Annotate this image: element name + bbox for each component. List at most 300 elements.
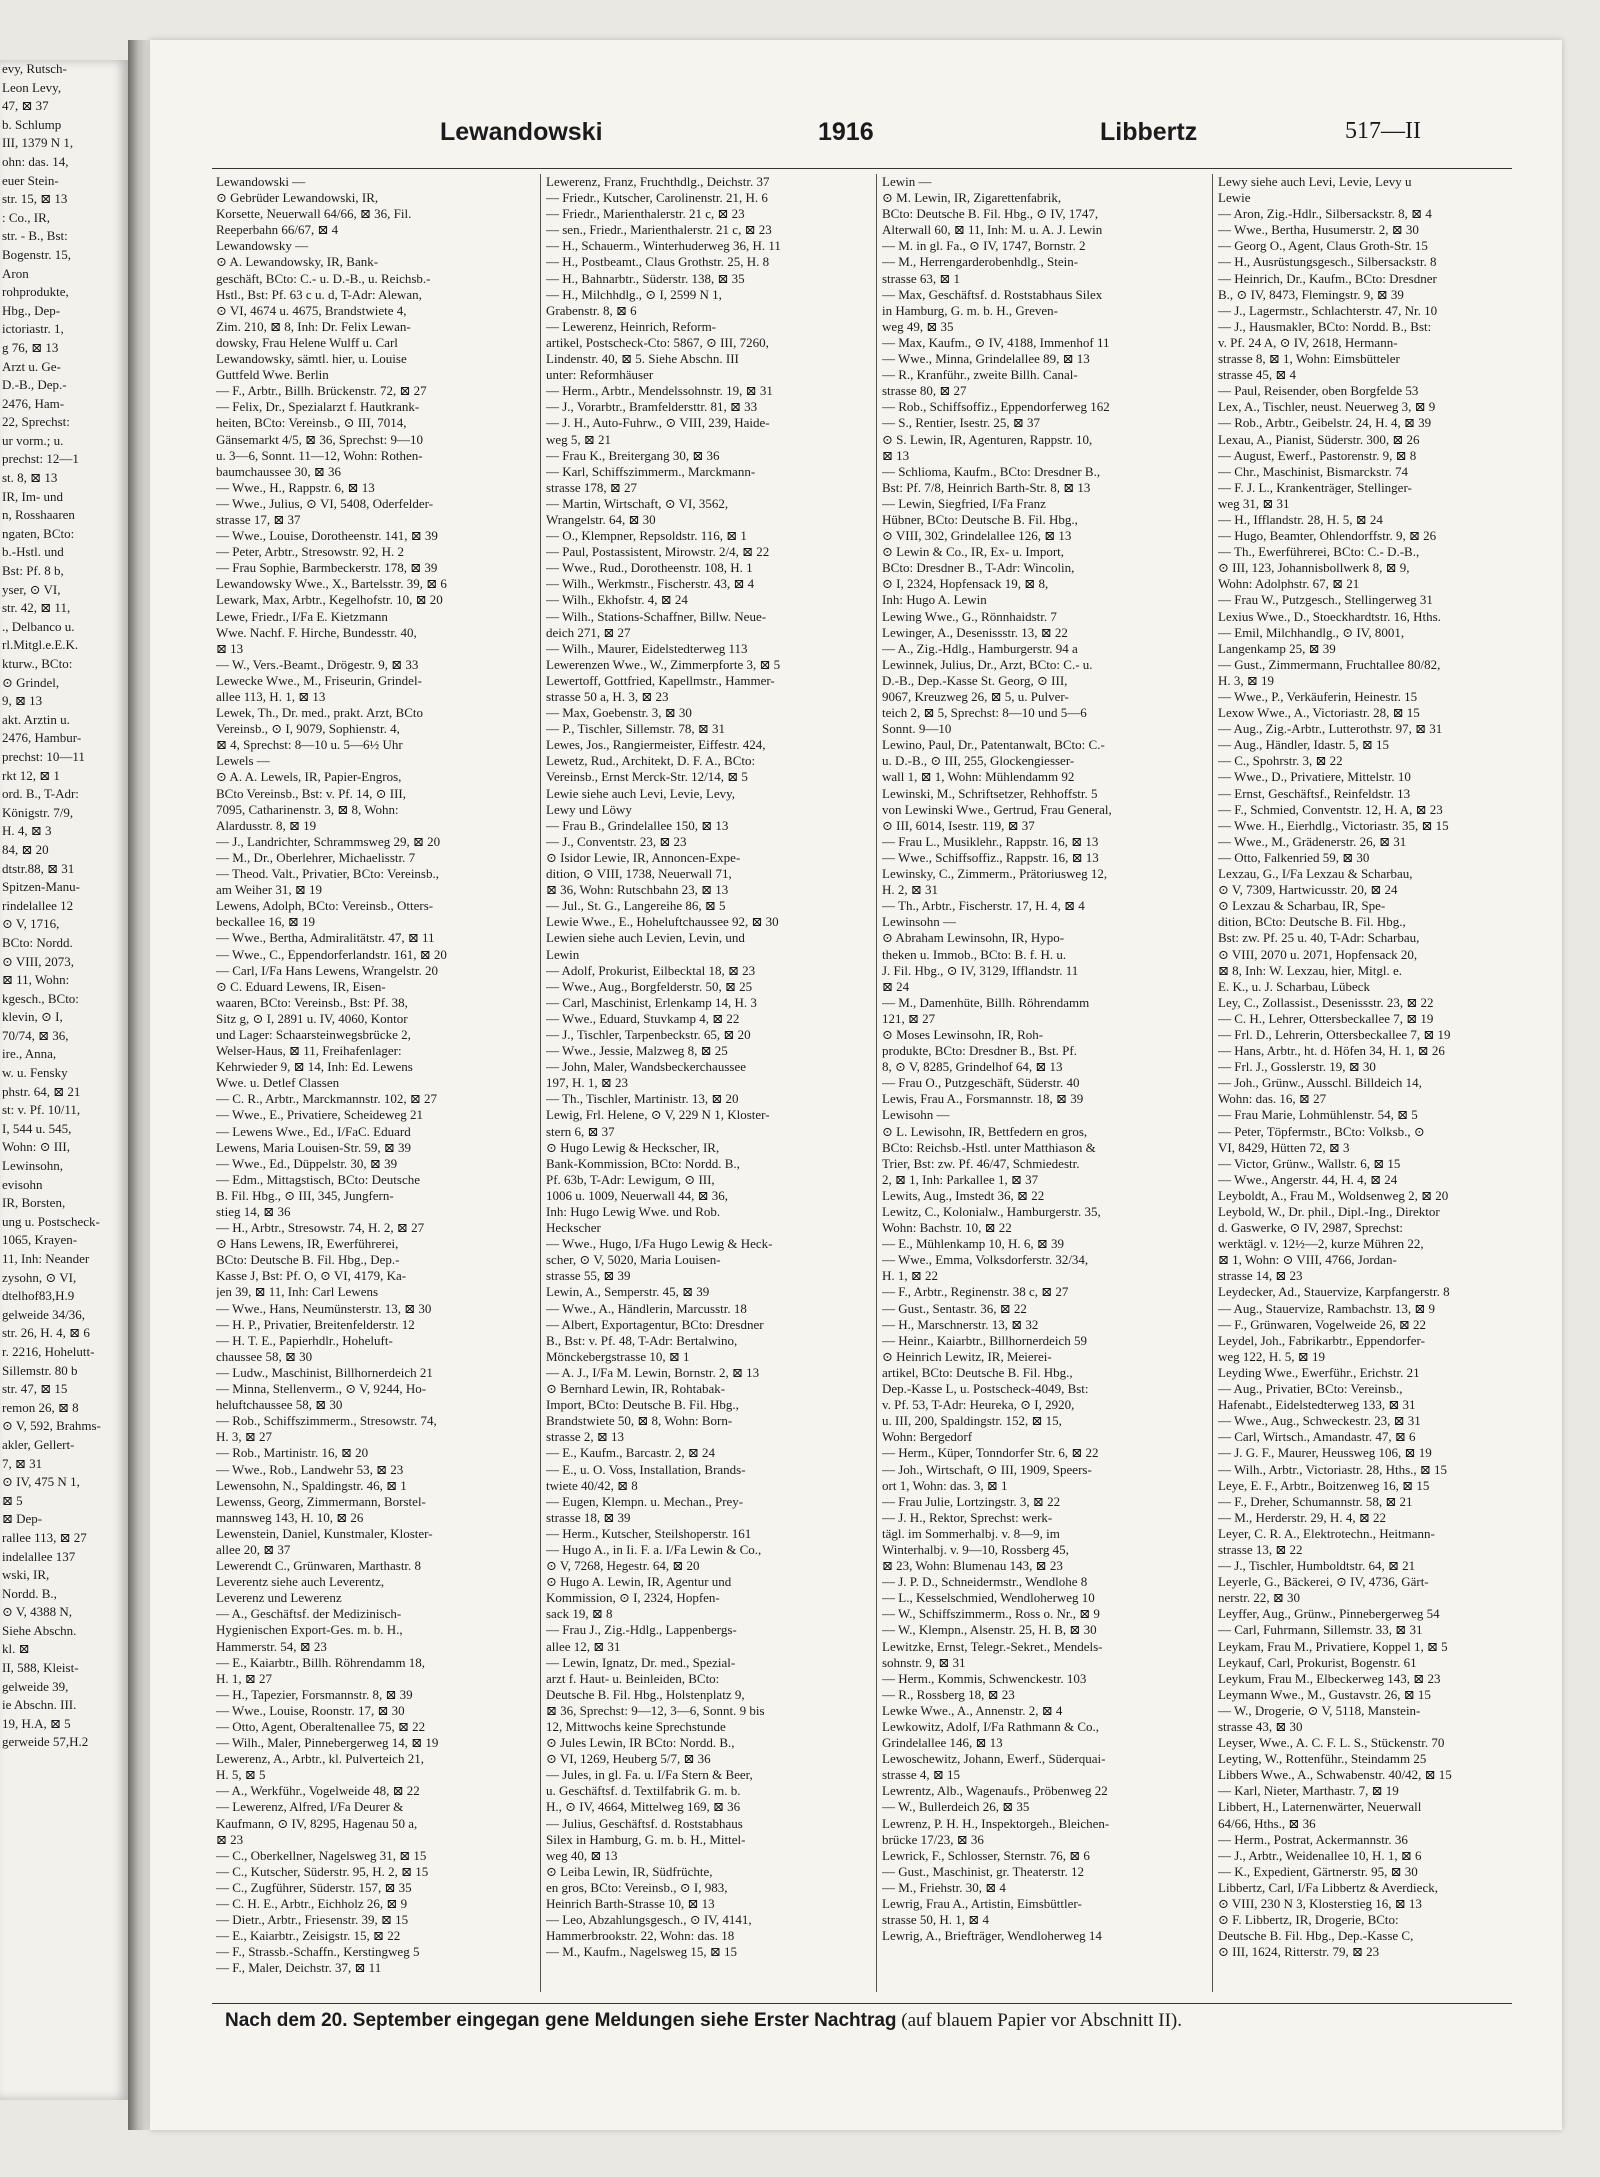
directory-entry-line: Lewens, Adolph, BCto: Vereinsb., Otters- [216,898,434,914]
directory-entry-line: sack 19, ⊠ 8 [546,1606,613,1622]
directory-entry-line: ort 1, Wohn: das. 3, ⊠ 1 [882,1477,1008,1493]
directory-entry-line: — F., Maler, Deichstr. 37, ⊠ 11 [216,1960,382,1976]
directory-entry-line: — Wwe., Aug., Schweckestr. 23, ⊠ 31 [1218,1413,1421,1429]
directory-entry-line: ⊠ 13 [882,447,910,463]
left-page-text-line: phstr. 64, ⊠ 21 [2,1083,81,1099]
left-page-text-line: prechst: 12—1 [2,451,79,467]
directory-entry-line: BCto: Deutsche B. Fil. Hbg., ⊙ IV, 1747, [882,206,1099,222]
left-page-text-line: II, 588, Kleist- [2,1660,79,1676]
column-divider [876,174,877,1992]
left-page-text-line: IR, Borsten, [2,1195,66,1211]
left-page-text-line: D.-B., Dep.- [2,377,67,393]
left-page-text-line: ur vorm.; u. [2,432,64,448]
directory-entry-line: Leverentz siehe auch Leverentz, [216,1574,385,1590]
directory-entry-line: — W., Vers.-Beamt., Drögestr. 9, ⊠ 33 [216,656,419,672]
directory-entry-line: Deutsche B. Fil. Hbg., Dep.-Kasse C, [1218,1928,1414,1944]
directory-entry-line: strasse 80, ⊠ 27 [882,383,967,399]
directory-entry-line: brücke 17/23, ⊠ 36 [882,1831,984,1847]
directory-entry-line: — Leo, Abzahlungsgesch., ⊙ IV, 4141, [546,1912,752,1928]
directory-entry-line: J. Fil. Hbg., ⊙ IV, 3129, Ifflandstr. 11 [882,962,1079,978]
directory-entry-line: ⊠ 36, Sprechst: 9—12, 3—6, Sonnt. 9 bis [546,1702,765,1718]
directory-entry-line: — August, Ewerf., Pastorenstr. 9, ⊠ 8 [1218,447,1417,463]
directory-entry-line: strasse 18, ⊠ 39 [546,1509,631,1525]
left-page-text-line: 47, ⊠ 37 [2,98,49,114]
directory-entry-line: ⊙ III, 123, Johannisbollwerk 8, ⊠ 9, [1218,560,1410,576]
left-page-text-line: Lewinsohn, [2,1158,64,1174]
directory-entry-line: Winterhalbj. v. 9—10, Rossberg 45, [882,1541,1069,1557]
directory-entry-line: Langenkamp 25, ⊠ 39 [1218,640,1336,656]
directory-entry-line: — Wwe., E., Privatiere, Scheideweg 21 [216,1107,423,1123]
directory-entry-line: artikel, Postscheck-Cto: 5867, ⊙ III, 7260, [546,334,769,350]
directory-entry-line: — Heinrich, Dr., Kaufm., BCto: Dresdner [1218,270,1437,286]
directory-entry-line: — Joh., Grünw., Ausschl. Billdeich 14, [1218,1075,1422,1091]
column-3 [882,174,1204,1994]
directory-entry-line: — Max, Geschäftsf. d. Roststabhaus Silex [882,286,1103,302]
directory-entry-line: Vereinsb., ⊙ I, 9079, Sophienstr. 4, [216,721,400,737]
directory-entry-line: Kommission, ⊙ I, 2324, Hopfen- [546,1590,720,1606]
directory-entry-line: Lewie siehe auch Levi, Levie, Levy, [546,785,736,801]
left-page-text-line: BCto: Nordd. [2,934,73,950]
directory-entry-line: Leyffer, Aug., Grünw., Pinnebergerweg 54 [1218,1606,1440,1622]
directory-entry-line: unter: Reformhäuser [546,367,654,383]
column-2 [546,174,868,1994]
directory-entry-line: — M. in gl. Fa., ⊙ IV, 1747, Bornstr. 2 [882,238,1086,254]
directory-entry-line: Lexow Wwe., A., Victoriastr. 28, ⊠ 15 [1218,705,1420,721]
left-page-text-line: Bst: Pf. 8 b, [2,563,64,579]
directory-entry-line: — J., Arbtr., Weidenallee 10, H. 1, ⊠ 6 [1218,1847,1422,1863]
directory-entry-line: — J., Conventstr. 23, ⊠ 23 [546,833,687,849]
directory-entry-line: waaren, BCto: Vereinsb., Bst: Pf. 38, [216,994,408,1010]
directory-entry-line: Leydel, Joh., Fabrikarbtr., Eppendorfer- [1218,1332,1425,1348]
directory-entry-line: — Frl. J., Gosslerstr. 19, ⊠ 30 [1218,1059,1376,1075]
directory-entry-line: — Wwe., D., Privatiere, Mittelstr. 10 [1218,769,1411,785]
directory-entry-line: Leye, E. F., Arbtr., Boitzenweg 16, ⊠ 15 [1218,1477,1430,1493]
directory-entry-line: strasse 4, ⊠ 15 [882,1767,961,1783]
directory-entry-line: arzt f. Haut- u. Beinleiden, BCto: [546,1670,720,1686]
left-page-text-line: g 76, ⊠ 13 [2,339,59,355]
directory-entry-line: ⊙ S. Lewin, IR, Agenturen, Rappstr. 10, [882,431,1093,447]
directory-entry-line: — Frau Marie, Lohmühlenstr. 54, ⊠ 5 [1218,1107,1418,1123]
directory-entry-line: — Wilh., Stations-Schaffner, Billw. Neue- [546,608,767,624]
left-page-text-line: Wohn: ⊙ III, [2,1139,70,1155]
directory-entry-line: — Rob., Martinistr. 16, ⊠ 20 [216,1445,369,1461]
directory-entry-line: Wwe. Nachf. F. Hirche, Bundesstr. 40, [216,624,417,640]
directory-entry-line: ⊙ Jules Lewin, IR BCto: Nordd. B., [546,1735,735,1751]
directory-entry-line: Leverenz und Lewerenz [216,1590,342,1606]
directory-entry-line: — Wwe. H., Eierhdlg., Victoriastr. 35, ⊠ 15 [1218,817,1449,833]
directory-entry-line: ⊙ Bernhard Lewin, IR, Rohtabak- [546,1381,726,1397]
directory-entry-line: — Aug., Stauervize, Rambachstr. 13, ⊠ 9 [1218,1300,1436,1316]
directory-entry-line: — Wwe., Eduard, Stuvkamp 4, ⊠ 22 [546,1010,740,1026]
directory-entry-line: twiete 40/42, ⊠ 8 [546,1477,638,1493]
column-divider [540,174,541,1992]
directory-entry-line: — A., Zig.-Hdlg., Hamburgerstr. 94 a [882,640,1078,656]
directory-entry-line: — J. H., Rektor, Sprechst: werk- [882,1509,1053,1525]
directory-entry-line: en gros, BCto: Vereinsb., ⊙ I, 983, [546,1879,728,1895]
directory-entry-line: — Wwe., Emma, Volksdorferstr. 32/34, [882,1252,1089,1268]
left-page-text-line: ⊠ 11, Wohn: [2,972,70,988]
left-page-text-line: n, Rosshaaren [2,507,75,523]
directory-entry-line: — J., Hausmakler, BCto: Nordd. B., Bst: [1218,318,1432,334]
directory-entry-line: Korsette, Neuerwall 64/66, ⊠ 36, Fil. [216,206,412,222]
left-page-text-line: Königstr. 7/9, [2,804,74,820]
directory-entry-line: Libbertz, Carl, I/Fa Libbertz & Averdieck, [1218,1879,1438,1895]
directory-entry-line: — Wwe., Angerstr. 44, H. 4, ⊠ 24 [1218,1171,1398,1187]
directory-entry-line: — P., Tischler, Sillemstr. 78, ⊠ 31 [546,721,726,737]
directory-entry-line: — Wwe., P., Verkäuferin, Heinestr. 15 [1218,689,1418,704]
directory-entry-line: D.-B., Dep.-Kasse St. Georg, ⊙ III, [882,672,1068,688]
left-page-text-line: evy, Rutsch- [2,61,67,76]
directory-entry-line: H. 1, ⊠ 27 [216,1670,273,1686]
directory-entry-line: stieg 14, ⊠ 36 [216,1204,291,1219]
directory-entry-line: — H., Bahnarbtr., Süderstr. 138, ⊠ 35 [546,270,745,286]
directory-entry-line: — R., Rossberg 18, ⊠ 23 [882,1686,1015,1702]
left-page-text-line: ohn: das. 14, [2,153,69,169]
directory-entry-line: — Wwe., M., Grädenerstr. 26, ⊠ 31 [1218,833,1407,849]
directory-entry-line: Lewkowitz, Adolf, I/Fa Rathmann & Co., [882,1719,1100,1734]
directory-entry-line: Guttfeld Wwe. Berlin [216,367,329,383]
directory-entry-line: am Weiher 31, ⊠ 19 [216,882,322,898]
directory-entry-line: — L., Kesselschmied, Wendloherweg 10 [882,1590,1095,1606]
directory-entry-line: Wohn: Adolphstr. 67, ⊠ 21 [1218,576,1360,592]
left-page-text-line: Hbg., Dep- [2,302,61,318]
directory-entry-line: — Th., Ewerführerei, BCto: C.- D.-B., [1218,544,1420,560]
left-page-text-line: indelallee 137 [2,1548,76,1564]
directory-entry-line: — W., Klempn., Alsenstr. 25, H. B, ⊠ 30 [882,1622,1097,1638]
directory-entry-line: weg 49, ⊠ 35 [882,318,954,334]
directory-entry-line: — Carl, I/Fa Hans Lewens, Wrangelstr. 20 [216,962,438,978]
directory-entry-line: — Gust., Maschinist, gr. Theaterstr. 12 [882,1863,1084,1879]
directory-entry-line: H. 3, ⊠ 19 [1218,672,1275,688]
directory-entry-line: Lewels — [216,753,270,769]
directory-entry-line: Hammerstr. 54, ⊠ 23 [216,1638,327,1654]
directory-entry-line: H. 1, ⊠ 22 [882,1268,939,1284]
left-page-text-line: 84, ⊠ 20 [2,841,49,857]
directory-entry-line: 64/66, Hths., ⊠ 36 [1218,1815,1316,1831]
directory-entry-line: ⊙ A. A. Lewels, IR, Papier-Engros, [216,769,402,785]
directory-entry-line: Lewig, Frl. Helene, ⊙ V, 229 N 1, Kloster- [546,1107,770,1123]
left-page-text-line: rkt 12, ⊠ 1 [2,767,60,783]
directory-entry-line: — F. J. L., Krankenträger, Stellinger- [1218,479,1412,495]
directory-entry-line: Lewrig, A., Briefträger, Wendloherweg 14 [882,1928,1102,1944]
directory-entry-line: — E., Kaiarbtr., Billh. Röhrendamm 18, [216,1654,426,1670]
directory-entry-line: — Aron, Zig.-Hdlr., Silbersackstr. 8, ⊠ 4 [1218,206,1432,222]
left-page-text-line: str. 26, H. 4, ⊠ 6 [2,1325,90,1341]
directory-entry-line: ⊙ Hans Lewens, IR, Ewerführerei, [216,1236,399,1252]
directory-entry-line: — Carl, Maschinist, Erlenkamp 14, H. 3 [546,994,757,1010]
left-page-text-line: rindelallee 12 [2,897,74,913]
directory-entry-line: — C., Spohrstr. 3, ⊠ 22 [1218,753,1343,769]
directory-entry-line: ⊙ VI, 4674 u. 4675, Brandstwiete 4, [216,302,407,318]
directory-entry-line: — Rob., Schiffszimmerm., Stresowstr. 74, [216,1413,437,1429]
directory-entry-line: — Wwe., Louise, Dorotheenstr. 141, ⊠ 39 [216,528,438,544]
directory-entry-line: 121, ⊠ 27 [882,1010,936,1026]
directory-entry-line: — Wwe., Bertha, Admiralitätstr. 47, ⊠ 11 [216,930,435,946]
directory-entry-line: ⊙ A. Lewandowsky, IR, Bank- [216,254,379,270]
directory-entry-line: ⊠ 4, Sprechst: 8—10 u. 5—6½ Uhr [216,737,403,753]
directory-entry-line: Lewerenz, A., Arbtr., kl. Pulverteich 21, [216,1751,424,1767]
directory-entry-line: Leyting, W., Rottenführ., Steindamm 25 [1218,1751,1427,1767]
directory-entry-line: — Aug., Privatier, BCto: Vereinsb., [1218,1381,1403,1397]
directory-entry-line: ⊙ VI, 1269, Heuberg 5/7, ⊠ 36 [546,1751,711,1767]
directory-entry-line: Lewinnek, Julius, Dr., Arzt, BCto: C.- u. [882,656,1093,672]
left-page-text-line: Siehe Abschn. [2,1622,77,1638]
left-page-text-line: ⊠ Dep- [2,1511,43,1527]
directory-entry-line: — E., u. O. Voss, Installation, Brands- [546,1461,746,1477]
directory-entry-line: — M., Friehstr. 30, ⊠ 4 [882,1879,1006,1895]
directory-entry-line: — M., Dr., Oberlehrer, Michaelisstr. 7 [216,849,416,865]
directory-entry-line: 12, Mittwochs keine Sprechstunde [546,1719,726,1734]
directory-entry-line: Leykauf, Carl, Prokurist, Bogenstr. 61 [1218,1654,1417,1670]
directory-entry-line: ⊙ C. Eduard Lewens, IR, Eisen- [216,978,386,994]
directory-entry-line: ⊙ Leiba Lewin, IR, Südfrüchte, [546,1863,713,1879]
directory-entry-line: 2, ⊠ 1, Inh: Parkallee 1, ⊠ 37 [882,1171,1039,1187]
directory-entry-line: — Wwe., Bertha, Husumerstr. 2, ⊠ 30 [1218,222,1419,238]
directory-entry-line: Lexius Wwe., D., Stoeckhardtstr. 16, Hths. [1218,608,1441,624]
directory-entry-line: — sen., Friedr., Marienthalerstr. 21 c, ⊠ 23 [546,222,772,238]
directory-entry-line: ⊠ 8, Inh: W. Lexzau, hier, Mitgl. e. [1218,962,1403,978]
directory-entry-line: — F., Grünwaren, Vogelweide 26, ⊠ 22 [1218,1316,1426,1332]
directory-entry-line: Lewisohn — [882,1107,950,1123]
directory-entry-line: Leykum, Frau M., Elbeckerweg 143, ⊠ 23 [1218,1670,1441,1686]
directory-entry-line: — H., Schauerm., Winterhuderweg 36, H. 11 [546,238,781,254]
directory-entry-line: u. Geschäftsf. d. Textilfabrik G. m. b. [546,1783,741,1799]
header-first-entry: Lewandowski [440,118,603,146]
directory-entry-line: BCto: Reichsb.-Hstl. unter Matthiason & [882,1139,1096,1155]
directory-entry-line: — A., Geschäftsf. der Medizinisch- [216,1606,402,1622]
directory-entry-line: Lewin, A., Semperstr. 45, ⊠ 39 [546,1284,710,1300]
directory-entry-line: — Max, Kaufm., ⊙ IV, 4188, Immenhof 11 [882,334,1110,350]
directory-entry-line: Leyboldt, A., Frau M., Woldsenweg 2, ⊠ 20 [1218,1187,1449,1203]
directory-entry-line: strasse 178, ⊠ 27 [546,479,638,495]
directory-entry-line: Lewy siehe auch Levi, Levie, Levy u [1218,174,1412,189]
directory-entry-line: — Frau O., Putzgeschäft, Süderstr. 40 [882,1075,1080,1091]
directory-entry-line: Wohn: Bachstr. 10, ⊠ 22 [882,1220,1012,1236]
directory-entry-line: tägl. im Sommerhalbj. v. 8—9, im [882,1525,1060,1541]
directory-entry-line: Pf. 63b, T-Adr: Lewigum, ⊙ III, [546,1171,715,1187]
directory-entry-line: v. Pf. 53, T-Adr: Heureka, ⊙ I, 2920, [882,1397,1075,1413]
directory-entry-line: — Wwe., Jessie, Malzweg 8, ⊠ 25 [546,1043,728,1059]
directory-entry-line: — Hans, Arbtr., ht. d. Höfen 34, H. 1, ⊠ 26 [1218,1043,1445,1059]
directory-entry-line: — Hugo A., in Ii. F. a. I/Fa Lewin & Co., [546,1541,762,1557]
left-page-text-line: 19, H.A, ⊠ 5 [2,1715,71,1731]
footer-note-bold: Nach dem 20. September eingegan gene Meldungen siehe Erster Nachtrag [225,2010,897,2031]
directory-entry-line: VI, 8429, Hütten 72, ⊠ 3 [1218,1139,1350,1155]
directory-entry-line: — Karl, Schiffszimmerm., Marckmann- [546,463,756,479]
directory-entry-line: — O., Klempner, Repsoldstr. 116, ⊠ 1 [546,528,747,544]
directory-entry-line: produkte, BCto: Dresdner B., Bst. Pf. [882,1043,1077,1059]
directory-entry-line: — Wwe., Rud., Dorotheenstr. 108, H. 1 [546,560,753,576]
directory-entry-line: — Th., Tischler, Martinistr. 13, ⊠ 20 [546,1091,739,1107]
directory-entry-line: Lewie [1218,190,1251,206]
directory-entry-line: strasse 55, ⊠ 39 [546,1268,631,1284]
directory-entry-line: — A., Werkführ., Vogelweide 48, ⊠ 22 [216,1783,420,1799]
directory-entry-line: ⊙ Lewin & Co., IR, Ex- u. Import, [882,544,1065,560]
directory-entry-line: Lexau, A., Pianist, Süderstr. 300, ⊠ 26 [1218,431,1420,447]
directory-entry-line: — Friedr., Marienthalerstr. 21 c, ⊠ 23 [546,206,745,222]
directory-entry-line: theken u. Immob., BCto: B. f. H. u. [882,946,1067,962]
left-page-text-line: rallee 113, ⊠ 27 [2,1529,87,1545]
directory-entry-line: — Lewerenz, Alfred, I/Fa Deurer & [216,1799,404,1815]
directory-entry-line: — Peter, Töpfermstr., BCto: Volksb., ⊙ [1218,1123,1425,1139]
directory-entry-line: Dep.-Kasse L, u. Postscheck-4049, Bst: [882,1381,1089,1397]
column-4 [1218,174,1540,1994]
directory-entry-line: — Frau J., Zig.-Hdlg., Lappenbergs- [546,1622,737,1638]
directory-entry-line: Lewin [546,946,580,962]
left-page-text-line: dtstr.88, ⊠ 31 [2,860,75,876]
directory-entry-line: — Wwe., Aug., Borgfelderstr. 50, ⊠ 25 [546,978,753,994]
directory-entry-line: 9067, Kreuzweg 26, ⊠ 5, u. Pulver- [882,689,1069,704]
directory-entry-line: — Ernst, Geschäftsf., Reinfeldstr. 13 [1218,785,1411,801]
left-page-text-line: gerweide 57,H.2 [2,1734,89,1750]
directory-entry-line: d. Gaswerke, ⊙ IV, 2987, Sprechst: [1218,1220,1404,1236]
directory-entry-line: Libbert, H., Laternenwärter, Neuerwall [1218,1799,1422,1815]
directory-entry-line: Lewinsohn — [882,914,957,930]
left-page-text-line: Sillemstr. 80 b [2,1362,78,1378]
directory-entry-line: Lewecke Wwe., M., Friseurin, Grindel- [216,672,422,688]
directory-entry-line: weg 40, ⊠ 13 [546,1847,618,1863]
directory-entry-line: — Th., Arbtr., Fischerstr. 17, H. 4, ⊠ 4 [882,898,1085,914]
directory-entry-line: chaussee 58, ⊠ 30 [216,1348,313,1364]
directory-entry-line: — Gust., Sentastr. 36, ⊠ 22 [882,1300,1027,1316]
directory-entry-line: ⊙ Abraham Lewinsohn, IR, Hypo- [882,930,1065,946]
page-header [150,118,1562,158]
directory-entry-line: Leykam, Frau M., Privatiere, Koppel 1, ⊠ 5 [1218,1638,1448,1654]
directory-entry-line: — E., Kaiarbtr., Zeisigstr. 15, ⊠ 22 [216,1928,401,1944]
directory-entry-line: — Joh., Wirtschaft, ⊙ III, 1909, Speers- [882,1461,1092,1477]
directory-entry-line: weg 5, ⊠ 21 [546,431,612,447]
directory-entry-line: Kaufmann, ⊙ IV, 8295, Hagenau 50 a, [216,1815,418,1831]
directory-entry-line: — H., Marschnerstr. 13, ⊠ 32 [882,1316,1039,1332]
directory-entry-line: — Wwe., Louise, Roonstr. 17, ⊠ 30 [216,1702,405,1718]
left-page-text-line: Bogenstr. 15, [2,246,71,262]
directory-entry-line: — Felix, Dr., Spezialarzt f. Hautkrank- [216,399,420,415]
directory-entry-line: Lewing Wwe., G., Rönnhaidstr. 7 [882,608,1057,624]
directory-entry-line: — E., Mühlenkamp 10, H. 6, ⊠ 39 [882,1236,1065,1252]
directory-entry-line: ⊙ Hugo A. Lewin, IR, Agentur und [546,1574,732,1590]
directory-entry-line: jen 39, ⊠ 11, Inh: Carl Lewens [216,1284,379,1300]
directory-entry-line: Lewrentz, Alb., Wagenaufs., Pröbenweg 22 [882,1783,1108,1799]
directory-entry-line: — Dietr., Arbtr., Friesenstr. 39, ⊠ 15 [216,1912,409,1928]
directory-entry-line: Hammerbrookstr. 22, Wohn: das. 18 [546,1928,735,1944]
directory-entry-line: ⊙ L. Lewisohn, IR, Bettfedern en gros, [882,1123,1088,1139]
directory-entry-line: — Frau K., Breitergang 30, ⊠ 36 [546,447,720,463]
directory-entry-line: — Herm., Kommis, Schwenckestr. 103 [882,1670,1087,1686]
directory-entry-line: — Georg O., Agent, Claus Groth-Str. 15 [1218,238,1428,254]
directory-entry-line: ⊙ V, 7309, Hartwicusstr. 20, ⊠ 24 [1218,882,1398,898]
directory-entry-line: artikel, BCto: Deutsche B. Fil. Hbg., [882,1364,1073,1380]
directory-entry-line: — Max, Goebenstr. 3, ⊠ 30 [546,705,692,721]
directory-entry-line: H., ⊙ IV, 4664, Mittelweg 169, ⊠ 36 [546,1799,741,1815]
directory-entry-line: Lewitz, C., Kolonialw., Hamburgerstr. 35, [882,1204,1101,1219]
directory-entry-line: — Gust., Zimmermann, Fruchtallee 80/82, [1218,656,1441,672]
directory-entry-line: strasse 2, ⊠ 13 [546,1429,625,1445]
directory-entry-line: ⊠ 36, Wohn: Rutschbahn 23, ⊠ 13 [546,882,729,898]
directory-entry-line: Lewenstein, Daniel, Kunstmaler, Kloster- [216,1525,433,1541]
directory-entry-line: Libbers Wwe., A., Schwabenstr. 40/42, ⊠ 15 [1218,1767,1452,1783]
directory-entry-line: Leyerle, G., Bäckerei, ⊙ IV, 4736, Gärt- [1218,1574,1429,1590]
directory-entry-line: — M., Herrengarderobenhdlg., Stein- [882,254,1079,270]
directory-entry-line: nerstr. 22, ⊠ 30 [1218,1590,1301,1606]
directory-entry-line: — Carl, Fuhrmann, Sillemstr. 33, ⊠ 31 [1218,1622,1423,1638]
directory-entry-line: 8, ⊙ V, 8285, Grindelhof 64, ⊠ 13 [882,1059,1063,1075]
left-page-text-line: str. - B., Bst: [2,228,68,244]
directory-entry-line: allee 12, ⊠ 31 [546,1638,621,1654]
footer-note [225,2010,1182,2032]
directory-entry-line: ⊙ VIII, 302, Grindelallee 126, ⊠ 13 [882,528,1072,544]
directory-entry-line: ⊙ F. Libbertz, IR, Drogerie, BCto: [1218,1912,1399,1928]
directory-entry-line: B., ⊙ IV, 8473, Flemingstr. 9, ⊠ 39 [1218,286,1404,302]
left-page-text-line: 2476, Hambur- [2,730,82,746]
directory-entry-line: strasse 17, ⊠ 37 [216,511,301,527]
footer-rule [212,2003,1512,2004]
directory-entry-line: Wohn: Bergedorf [882,1429,973,1445]
left-page-text-line: yser, ⊙ VI, [2,581,61,597]
directory-entry-line: — J., Tischler, Humboldtstr. 64, ⊠ 21 [1218,1558,1416,1574]
directory-entry-line: — Paul, Postassistent, Mirowstr. 2/4, ⊠ 22 [546,544,770,560]
directory-entry-line: — Emil, Milchhandlg., ⊙ IV, 8001, [1218,624,1405,640]
directory-entry-line: H. 2, ⊠ 31 [882,882,939,898]
directory-entry-line: Lewertoff, Gottfried, Kapellmstr., Hammer- [546,672,775,688]
directory-entry-line: teich 2, ⊠ 5, Sprechst: 8—10 und 5—6 [882,705,1087,721]
directory-entry-line: Lexzau, G., I/Fa Lexzau & Scharbau, [1218,866,1413,882]
directory-entry-line: — Wwe., Julius, ⊙ VI, 5408, Oderfelder- [216,495,434,511]
directory-entry-line: u. 3—6, Sonnt. 11—12, Wohn: Rothen- [216,447,423,463]
directory-entry-line: B., Bst: v. Pf. 48, T-Adr: Bertalwino, [546,1332,738,1348]
directory-entry-line: H. 3, ⊠ 27 [216,1429,273,1445]
directory-entry-line: — C. R., Arbtr., Marckmannstr. 102, ⊠ 27 [216,1091,438,1107]
directory-entry-line: — F., Strassb.-Schaffn., Kerstingweg 5 [216,1944,420,1960]
directory-entry-line: Lewke Wwe., A., Annenstr. 2, ⊠ 4 [882,1702,1063,1718]
left-page-text-line: kl. ⊠ [2,1641,30,1657]
directory-entry-line: scher, ⊙ V, 5020, Maria Louisen- [546,1252,721,1268]
directory-entry-line: — Herm., Arbtr., Mendelssohnstr. 19, ⊠ 31 [546,383,773,399]
directory-entry-line: Lewerendt C., Grünwaren, Marthastr. 8 [216,1558,422,1574]
directory-entry-line: — Eugen, Klempn. u. Mechan., Prey- [546,1493,744,1509]
directory-entry-line: ⊙ III, 6014, Isestr. 119, ⊠ 37 [882,817,1035,833]
directory-entry-line: BCto: Dresdner B., T-Adr: Wincolin, [882,560,1075,576]
left-page-text-line: H. 4, ⊠ 3 [2,823,52,839]
directory-entry-line: — Otto, Agent, Oberaltenallee 75, ⊠ 22 [216,1719,426,1734]
left-page-text-line: ictoriastr. 1, [2,321,64,337]
directory-entry-line: Lewien siehe auch Levien, Levin, und [546,930,745,946]
directory-entry-line: — Frau B., Grindelallee 150, ⊠ 13 [546,817,729,833]
directory-entry-line: Zim. 210, ⊠ 8, Inh: Dr. Felix Lewan- [216,318,411,334]
directory-entry-line: Hafenabt., Eidelstedterweg 133, ⊠ 31 [1218,1397,1416,1413]
directory-entry-line: werktägl. v. 12½—2, kurze Mühren 22, [1218,1236,1424,1252]
directory-entry-line: Kehrwieder 9, ⊠ 14, Inh: Ed. Lewens [216,1059,413,1075]
directory-entry-line: — Wwe., H., Rappstr. 6, ⊠ 13 [216,479,375,495]
directory-entry-line: Lewens, Maria Louisen-Str. 59, ⊠ 39 [216,1139,412,1155]
directory-entry-line: geschäft, BCto: C.- u. D.-B., u. Reichsb.- [216,270,431,286]
directory-entry-line: 197, H. 1, ⊠ 23 [546,1075,629,1091]
directory-entry-line: Brandstwiete 50, ⊠ 8, Wohn: Born- [546,1413,733,1429]
directory-entry-line: — H., Ausrüstungsgesch., Silbersackstr. 8 [1218,254,1437,270]
left-page-text-line: akler, Gellert- [2,1436,75,1452]
directory-entry-line: Leyer, C. R. A., Elektrotechn., Heitmann- [1218,1525,1435,1541]
left-page-text-line: b. Schlump [2,116,62,132]
directory-entry-line: — Theod. Valt., Privatier, BCto: Vereinsb., [216,866,439,882]
directory-entry-line: dition, ⊙ VIII, 1738, Neuerwall 71, [546,866,732,882]
directory-entry-line: — H. T. E., Papierhdlr., Hoheluft- [216,1332,393,1348]
directory-entry-line: strasse 8, ⊠ 1, Wohn: Eimsbütteler [1218,351,1400,367]
directory-entry-line: weg 122, H. 5, ⊠ 19 [1218,1348,1325,1364]
directory-entry-line: — Peter, Arbtr., Stresowstr. 92, H. 2 [216,544,404,560]
directory-entry-line: — Frl. D., Lehrerin, Ottersbeckallee 7, ⊠ 19 [1218,1026,1451,1042]
directory-entry-line: — Wilh., Maler, Pinnebergerweg 14, ⊠ 19 [216,1735,439,1751]
directory-entry-line: Bst: Pf. 7/8, Heinrich Barth-Str. 8, ⊠ 13 [882,479,1091,495]
directory-entry-line: Inh: Hugo Lewig Wwe. und Rob. [546,1204,721,1219]
